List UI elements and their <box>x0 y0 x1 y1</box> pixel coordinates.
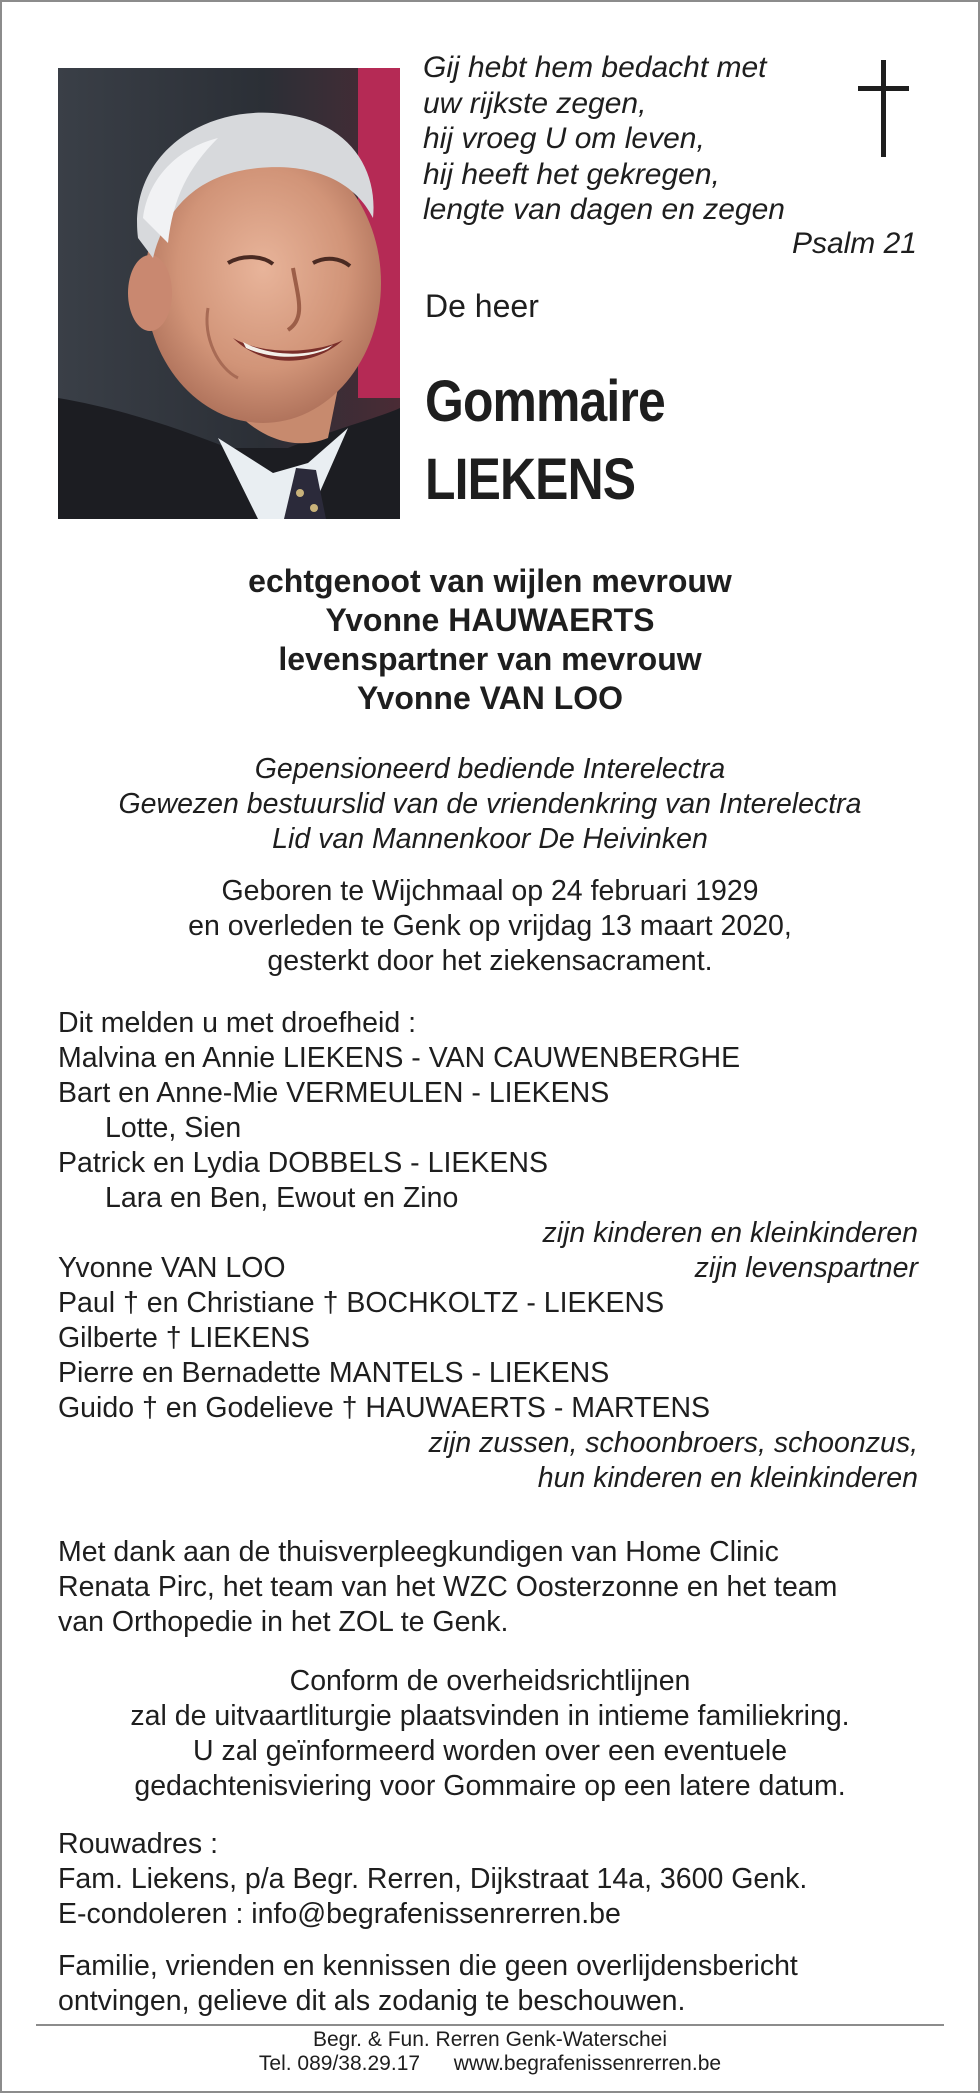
family-sibling: Gilberte † LIEKENS <box>58 1322 310 1354</box>
mourning-address <box>58 1827 928 1932</box>
poem-line: uw rijkste zegen, <box>423 86 647 120</box>
ceremony-notice <box>0 1664 980 1804</box>
family-caption: zijn zussen, schoonbroers, schoonzus, <box>428 1427 918 1459</box>
cross-icon <box>848 60 918 160</box>
ceremony-line: U zal geïnformeerd worden over een eventuele <box>192 1735 788 1767</box>
deceased-title: De heer <box>425 288 539 324</box>
thanks-line: Renata Pirc, het team van het WZC Oosterzonne en het team <box>58 1571 838 1603</box>
birth-death-line: Geboren te Wijchmaal op 24 februari 1929 <box>221 875 759 907</box>
family-partner-caption: zijn levenspartner <box>694 1252 918 1284</box>
family-partner: Yvonne VAN LOO <box>58 1252 286 1284</box>
career-line: Gewezen bestuurslid van de vriendenkring van Interelectra <box>118 788 862 820</box>
family-sibling: Guido † en Godelieve † HAUWAERTS - MARTENS <box>58 1392 711 1424</box>
notice-line: ontvingen, gelieve dit als zodanig te beschouwen. <box>58 1985 686 2017</box>
notice-line: Familie, vrienden en kennissen die geen overlijdensbericht <box>58 1950 798 1982</box>
poem-line: hij heeft het gekregen, <box>423 157 720 191</box>
footer <box>0 2028 980 2076</box>
relation-line: Yvonne VAN LOO <box>356 680 624 716</box>
thanks-line: van Orthopedie in het ZOL te Genk. <box>58 1606 509 1638</box>
birth-death-line: gesterkt door het ziekensacrament. <box>267 945 713 977</box>
footer-contact <box>0 2052 980 2076</box>
footer-phone: Tel. 089/38.29.17 <box>258 2052 421 2075</box>
family-partner-row <box>58 1251 918 1286</box>
family-caption: hun kinderen en kleinkinderen <box>537 1462 918 1494</box>
birth-death <box>0 874 980 979</box>
thanks-line: Met dank aan de thuisverpleegkundigen van Home Clinic <box>58 1536 779 1568</box>
family-child: Bart en Anne-Mie VERMEULEN - LIEKENS <box>58 1077 610 1109</box>
career <box>0 752 980 857</box>
poem-line: hij vroeg U om leven, <box>423 122 705 155</box>
ceremony-line: gedachtenisviering voor Gommaire op een latere datum. <box>134 1770 846 1802</box>
family-list <box>58 1006 918 1496</box>
career-line: Lid van Mannenkoor De Heivinken <box>272 823 708 855</box>
family-sibling: Pierre en Bernadette MANTELS - LIEKENS <box>58 1357 610 1389</box>
family-child: Patrick en Lydia DOBBELS - LIEKENS <box>58 1147 548 1179</box>
closing-notice <box>58 1949 928 2019</box>
ceremony-line: zal de uitvaartliturgie plaatsvinden in intieme familiekring. <box>130 1700 850 1732</box>
birth-death-line: en overleden te Genk op vrijdag 13 maart 2020, <box>188 910 792 942</box>
relation-line: levenspartner van mevrouw <box>278 641 702 677</box>
poem-line: lengte van dagen en zegen <box>423 193 785 226</box>
family-sibling: Paul † en Christiane † BOCHKOLTZ - LIEKENS <box>58 1287 665 1319</box>
relation-line: echtgenoot van wijlen mevrouw <box>248 563 732 599</box>
poem-source: Psalm 21 <box>791 227 917 260</box>
family-intro: Dit melden u met droefheid : <box>58 1007 417 1039</box>
family-grandchildren: Lara en Ben, Ewout en Zino <box>105 1182 459 1214</box>
thanks <box>58 1535 928 1640</box>
deceased-first-name: Gommaire <box>425 369 665 434</box>
footer-company: Begr. & Fun. Rerren Genk-Waterschei <box>312 2028 668 2051</box>
condolence-email: E-condoleren : info@begrafenissenrerren.be <box>58 1898 621 1930</box>
family-caption: zijn kinderen en kleinkinderen <box>542 1217 918 1249</box>
address-label: Rouwadres : <box>58 1828 218 1860</box>
footer-website: www.begrafenissenrerren.be <box>453 2052 722 2075</box>
family-child: Malvina en Annie LIEKENS - VAN CAUWENBERGHE <box>58 1042 741 1074</box>
family-grandchildren: Lotte, Sien <box>105 1112 242 1144</box>
address-line: Fam. Liekens, p/a Begr. Rerren, Dijkstraat 14a, 3600 Genk. <box>58 1863 808 1895</box>
portrait-photo <box>58 68 400 519</box>
relation-line: Yvonne HAUWAERTS <box>325 602 655 638</box>
footer-divider <box>36 2024 944 2026</box>
deceased-last-name: LIEKENS <box>425 447 636 512</box>
career-line: Gepensioneerd bediende Interelectra <box>254 753 726 785</box>
poem-line: Gij hebt hem bedacht met <box>423 51 767 84</box>
relations <box>0 562 980 718</box>
ceremony-line: Conform de overheidsrichtlijnen <box>289 1665 691 1697</box>
